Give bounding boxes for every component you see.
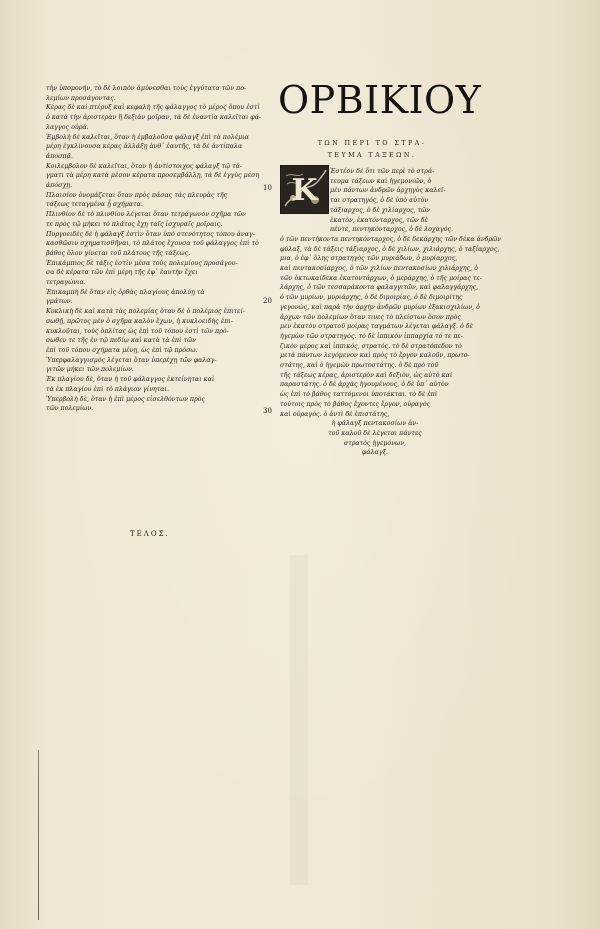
left-text-line: κυκλοῦται, τοὺς ὁπλίτας ὡς ἐπὶ τοῦ τόπου ἐστὶ τῶν πρὸ- [46, 327, 229, 335]
right-text-line: φύλαξ, τὰ δὲ τάξεις τάξιαρχος, ὁ δὲ χιλίων, χιλιάρχης, ὁ ταξίαρχος, [280, 245, 500, 253]
right-text-line: τῶν ὀκτωκαίδεκα ἑκατοντάρχων, ὁ μεράρχης, ὁ τῆς μοίρας τε- [280, 274, 482, 282]
stray-thread [38, 750, 39, 920]
right-text-line: τοῦ καλοῦ δὲ λέγεται πάντες [328, 429, 422, 437]
left-text-line: μέρη ἐγκλίνουσα κέρας ἀλλάξῃ ἀνθ᾽ ἑαυτῆς, τὰ δὲ ἀντίπαλα [46, 143, 243, 151]
left-text-line: τὴν ὑπομονήν, τὸ δὲ λοιπὸν ἀμύνεσθαι τοὺς ἐγγύτατα τῶν πο- [46, 85, 247, 92]
right-text-line: μεν ἑκατὸν στρατοῦ μοίρας ταγμάτων λέγεται φάλαγξ. ὁ δὲ [280, 323, 473, 331]
right-text-line: γεγονὼς, καὶ παρὰ τὴν ἀρχὴν ἀνδρῶν μυρίων ἐξακισχιλίων, ὁ [280, 303, 480, 311]
right-text-line: φάλαγξ. [361, 449, 389, 457]
left-text-line: σωθῇ, πρῶτος μὲν ὁ σχῆμα καλὸν ἔχων, ἡ κυκλοειδὴς ἐπι- [46, 317, 233, 325]
left-text-line: τε πρὸς τῷ μήκει τὸ πλάτος ἔχῃ ταῖς ἰσχυραῖς μοῖραις. [46, 220, 223, 228]
left-text-line: Πλινθίον δὲ τὸ πλινθίου λέγεται ὅταν τετράγωνον σχῆμα τῶν [46, 211, 246, 219]
right-text-line: τευμα τάξεων καὶ ἡγεμονιῶν, ὁ [330, 177, 432, 185]
left-text-line: τῶν πολεμίων. [46, 405, 94, 413]
right-text-line: στρατὸς ἡγεμόνων, [343, 439, 407, 447]
left-text-line: Πλαισίον ὀνομάζεται ὅταν πρὸς πάσας τὰς πλευρὰς τῆς [46, 191, 228, 199]
left-text-line: Ὑπερφαλαγγισμὸς λέγεται ὅταν ὑπερέχῃ τῶν φαλαγ- [46, 356, 217, 364]
right-text-line: παραστάτης. ὁ δὲ ἀρχὰς ἡγουμένους, ὁ δὲ ὑπ᾽ αὐτὸν [280, 381, 449, 389]
left-text-line: τάξεως τεταγμένα ᾖ σχήματα. [46, 201, 143, 209]
left-text-line: Ἐπικάμπιος δὲ τάξις ἐστὶν μέσα τοὺς πολεμίους προσάγου- [46, 259, 238, 267]
right-text-line: ἡγεμὼν τῶν στρατηγός. τὸ δὲ ἱππικὸν ἱππαρχία τό τε πε- [280, 332, 463, 340]
subtitle [280, 137, 464, 161]
left-column-text [46, 84, 262, 414]
right-text-line: ζικὸν μέρος καὶ ἱππικός, στρατός. τὸ δὲ στρατόπεδον τὸ [280, 342, 462, 350]
right-text-line: ὡς ἐπὶ τὸ βάθος ταττόμενοι ὑποτάκται. τὸ δὲ ἐπὶ [280, 391, 438, 399]
left-text-line: Ἐπικαμπὴ δὲ ὅταν εἰς ὀρθὰς πλαγίους ἀπολύῃ τὰ [46, 288, 205, 296]
initial-letter: Κ [291, 173, 318, 208]
right-text-line: ἀρχων τῶν πολεμίων ὅταν τινες τὸ πλείστων ὅσον πρὸς [280, 313, 461, 321]
left-text-line: λεμίων προσάγοντας. [46, 94, 116, 102]
left-text-line: ἀποσπᾷ. [46, 152, 73, 160]
right-text-line: ἑκατὸν, ἑκατόνταρχος, τῶν δὲ [330, 216, 428, 224]
right-text-line: τάξιαρχος, ὁ δὲ χιλίαρχος, τῶν [330, 206, 431, 214]
bleed-through-decoration [290, 555, 508, 885]
left-text-line: κασθῶσιν σχηματισθῆναι, τὸ πλάτος ἔχουσα τοῦ φάλαγγος ἐπὶ τὸ [46, 240, 259, 248]
left-text-line: Κυκλικὴ δὲ καὶ κατὰ τὰς πολεμίας ὅταν δὲ ὁ πολέμιος ἐπιτεί- [46, 308, 246, 316]
right-text-line: πέντε, πεντηκόνταρχος, ὁ δὲ λοχαγός. [330, 226, 454, 234]
right-text-line: καὶ πεντακοσίαρχος, ὁ τῶν χιλίων πεντακοσίων χιλιάρχης, ὁ [280, 265, 479, 273]
right-column-text [280, 167, 502, 458]
left-text-line: Πυργοειδὲς δὲ ἡ φάλαγξ ἐστὶν ὅταν ὑπὸ στενότητος τόπου ἀναγ- [46, 230, 255, 238]
line-number-30: 30 [263, 407, 272, 415]
line-number-20: 20 [263, 297, 272, 305]
left-text-line: Κέρας δὲ καὶ πτέρυξ καὶ κεφαλὴ τῆς φάλαγγος τὸ μέρος ὅπου ἐστὶ [46, 104, 260, 112]
right-text-line: ὁ τῶν μυρίων, μυριάρχης, ὁ δὲ διμοιρίας, ὁ δὲ διμοιρίτης [280, 294, 463, 302]
right-text-line: καὶ οὐραγός. ὁ ἀντὶ δὲ ἐπιστάτης, [280, 410, 390, 418]
left-text-line: τετραγώνια. [46, 279, 86, 287]
right-text-line: τούτοις πρὸς τὸ βάθος ἔχοντες ἔργον, οὐραγὸς [280, 400, 431, 408]
right-text-line: μετὰ πάντων λεγόμενον καὶ πρὸς τὸ ἔργον καλοῦν, πρωτο- [280, 352, 470, 360]
left-text-line: ἐπὶ τοῦ τόπου σχήματα μένῃ, ὡς ἐπὶ τῷ πρόσω. [46, 346, 198, 354]
left-text-line: γματι τὰ μέρη κατὰ μέσον κέρατα προσεμβάλλῃ, τὰ δὲ ἐγγὺς μέση [46, 172, 260, 180]
left-text-line: ὁ κατὰ τὴν ἀριστερὰν ἢ δεξιὰν μοῖραν, τὰ δὲ ἐναντία καλεῖται φά- [46, 114, 262, 122]
right-text-line: μια, ὁ ἐφ᾽ ὅλης στρατηγὸς τῶν μυριάδων, ὁ μυρίαρχος, [280, 255, 458, 263]
right-text-line: ται στρατηγός, ὁ δὲ ὑπὸ αὐτὸν [330, 197, 429, 205]
left-text-line: λαγγος οὐρά. [46, 123, 89, 131]
right-text-line: τῆς τάξεως κέρας, ἀριστερὸν καὶ δεξιὸν, ὡς αὐτὸ καὶ [280, 371, 453, 379]
left-text-line: γμάτων. [46, 298, 73, 306]
left-text-line: γιτῶν μήκει τῶν πολεμίων. [46, 366, 134, 374]
line-number-10: 10 [263, 184, 272, 192]
subtitle-line-2: ΤΕΥΜΑ ΤΑΞΕΩΝ. [327, 151, 417, 159]
right-text-line: λάρχης, ὁ τῶν τεσσαράκοντα φαλαγγιτῶν, καὶ φαλαγγάρχης, [280, 284, 479, 292]
left-text-line: ἀπόσχῃ. [46, 182, 73, 190]
left-text-line: βάθος ὅλον γίνεται τοῦ πλάτους τῆς τάξεως. [46, 249, 191, 257]
right-text-line: στάτης, καὶ ὁ ἡγεμὼν πρωτοστάτης. ὁ δὲ πρὸ τοῦ [280, 362, 439, 370]
right-text-line: μὲν πάντων ἀνδρῶν ἀρχηγὸς καλεῖ- [330, 187, 446, 195]
left-text-line: σωθεν τε τῆς ἐν τῷ πεδίῳ καὶ κατὰ τὰ ἐπὶ τῶν [46, 337, 196, 345]
left-text-line: Ἐκ πλαγίου δὲ, ὅταν ἡ τοῦ φάλαγγος ἐκτείνηται καὶ [46, 376, 215, 384]
page-title: ΟΡΒΙΚΙΟΥ [278, 78, 482, 122]
left-text-line: σα δὲ κέρατα τῶν ἐπὶ μέρη τῆς ἐφ᾽ ἑαυτὴν ἔχει [46, 269, 198, 277]
right-text-line: ὁ τῶν πεντήκοντα πεντηκόνταρχος, ὁ δὲ δεκάρχης τῶν δέκα ἀνδρῶν [280, 235, 502, 243]
right-text-line: Ἐστέον δὲ ὅτι τῶν περὶ τὸ στρά- [330, 168, 435, 175]
left-text-line: Κοιλεμβολον δὲ καλεῖται, ὅταν ἡ ἀντίστοιχος φάλαγξ τῷ τά- [46, 162, 243, 170]
subtitle-line-1: ΤΩΝ ΠΕΡΙ ΤΟ ΣΤΡΑ- [317, 139, 427, 147]
left-text-line: Ἐμβολὴ δὲ καλεῖται, ὅταν ἡ ἐμβαλοῦσα φάλαγξ ἐπὶ τὰ πολέμια [46, 133, 249, 141]
left-text-line: τὰ ἐκ πλαγίου ἐπὶ τὸ πλάγιον γίνηται. [46, 385, 170, 393]
end-word-telos: ΤΕΛΟΣ. [130, 530, 170, 538]
left-text-line: Ὑπερβολὴ δὲ, ὅταν ἡ ἐπὶ μέρος εἰσελθόντων πρὸς [46, 395, 206, 403]
right-text-line: ἡ φάλαγξ πεντακοσίων ἀν- [331, 420, 419, 428]
